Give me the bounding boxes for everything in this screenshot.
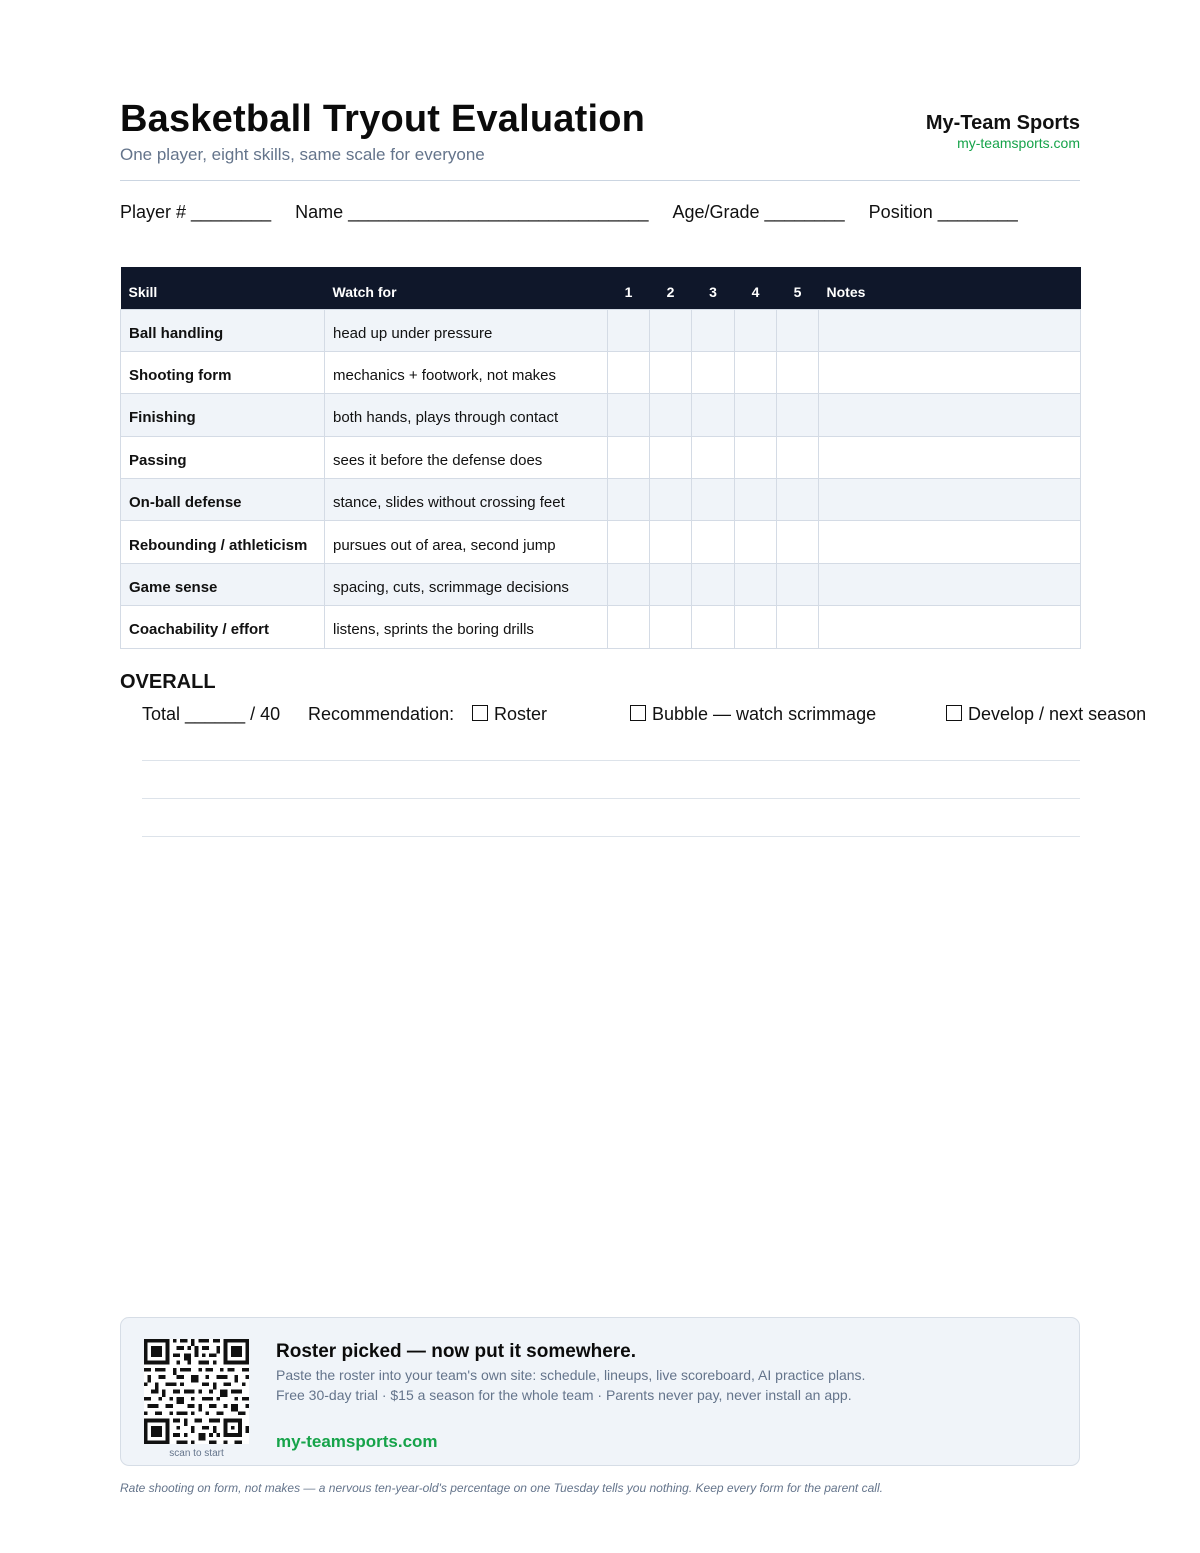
notes-cell[interactable] [819,309,1081,351]
table-row [121,394,1081,436]
score-cell-2[interactable] [650,394,692,436]
notes-cell[interactable] [819,436,1081,478]
qr-code-icon[interactable] [144,1339,249,1444]
roster-checkbox[interactable] [472,705,488,721]
score-cell-1[interactable] [608,436,650,478]
table-row [121,563,1081,605]
notes-line[interactable] [142,760,1080,761]
watch-for-text: head up under pressure [325,309,608,351]
watch-for-text: pursues out of area, second jump [325,521,608,563]
table-row [121,309,1081,351]
brand-name: My-Team Sports [925,112,1080,134]
header-score-2: 2 [650,267,692,309]
header-score-4: 4 [735,267,777,309]
table-row [121,351,1081,393]
score-cell-2[interactable] [650,521,692,563]
score-cell-4[interactable] [735,606,777,648]
watch-for-text: stance, slides without crossing feet [325,479,608,521]
age-grade-field[interactable]: Age/Grade ________ [672,202,845,222]
score-cell-5[interactable] [777,309,819,351]
watch-for-text: spacing, cuts, scrimmage decisions [325,563,608,605]
skill-name: Shooting form [121,351,325,393]
score-cell-1[interactable] [608,351,650,393]
score-cell-1[interactable] [608,563,650,605]
option-roster[interactable] [472,704,547,725]
header-watch-for: Watch for [325,267,608,309]
notes-cell[interactable] [819,606,1081,648]
score-cell-5[interactable] [777,521,819,563]
score-cell-5[interactable] [777,436,819,478]
notes-cell[interactable] [819,394,1081,436]
option-develop[interactable] [946,704,1146,725]
score-cell-3[interactable] [692,563,735,605]
score-cell-5[interactable] [777,351,819,393]
score-cell-3[interactable] [692,351,735,393]
score-cell-5[interactable] [777,479,819,521]
score-cell-1[interactable] [608,606,650,648]
watch-for-text: listens, sprints the boring drills [325,606,608,648]
score-cell-2[interactable] [650,309,692,351]
watch-for-text: both hands, plays through contact [325,394,608,436]
score-cell-2[interactable] [650,479,692,521]
score-cell-4[interactable] [735,563,777,605]
score-cell-1[interactable] [608,394,650,436]
overall-row [142,704,1182,728]
score-cell-1[interactable] [608,521,650,563]
header-notes: Notes [819,267,1081,309]
header-score-5: 5 [777,267,819,309]
player-number-field[interactable]: Player # ________ [120,202,272,222]
score-cell-3[interactable] [692,479,735,521]
table-row [121,436,1081,478]
skill-name: Rebounding / athleticism [121,521,325,563]
table-header-row [121,267,1081,309]
score-cell-2[interactable] [650,606,692,648]
skill-name: Passing [121,436,325,478]
watch-for-text: mechanics + footwork, not makes [325,351,608,393]
score-cell-4[interactable] [735,394,777,436]
score-cell-5[interactable] [777,394,819,436]
score-cell-3[interactable] [692,309,735,351]
develop-checkbox[interactable] [946,705,962,721]
skill-name: Coachability / effort [121,606,325,648]
roster-label: Roster [494,704,548,724]
page-title: Basketball Tryout Evaluation [120,98,646,140]
score-cell-3[interactable] [692,436,735,478]
option-bubble[interactable] [630,704,876,725]
position-field[interactable]: Position ________ [868,202,1018,222]
header-divider [120,180,1080,181]
score-cell-3[interactable] [692,394,735,436]
total-field[interactable]: Total ______ / 40 [142,704,281,724]
skill-name: Ball handling [121,309,325,351]
score-cell-5[interactable] [777,606,819,648]
player-info-fields [120,202,1038,223]
notes-cell[interactable] [819,563,1081,605]
score-cell-4[interactable] [735,479,777,521]
score-cell-2[interactable] [650,351,692,393]
bubble-label: Bubble — watch scrimmage [652,704,877,724]
watch-for-text: sees it before the defense does [325,436,608,478]
promo-headline: Roster picked — now put it somewhere. [276,1341,637,1362]
bubble-checkbox[interactable] [630,705,646,721]
notes-cell[interactable] [819,479,1081,521]
page-subtitle: One player, eight skills, same scale for everyone [120,145,485,164]
promo-description: Paste the roster into your team's own site: schedule, lineups, live scoreboard, AI practice plans. [276,1367,866,1383]
skill-name: Finishing [121,394,325,436]
notes-line[interactable] [142,836,1080,837]
skills-table [120,267,1081,649]
header-score-3: 3 [692,267,735,309]
header-skill: Skill [121,267,325,309]
score-cell-4[interactable] [735,521,777,563]
brand-url-link[interactable]: my-teamsports.com [957,135,1080,151]
score-cell-1[interactable] [608,479,650,521]
footer-note: Rate shooting on form, not makes — a nervous ten-year-old's percentage on one Tuesday tells you nothing. Keep every form for the parent call. [120,1481,883,1495]
score-cell-4[interactable] [735,351,777,393]
notes-line[interactable] [142,798,1080,799]
qr-caption: scan to start [169,1448,224,1459]
score-cell-4[interactable] [735,309,777,351]
score-cell-4[interactable] [735,436,777,478]
overall-heading: OVERALL [120,671,216,693]
score-cell-3[interactable] [692,521,735,563]
develop-label: Develop / next season [968,704,1147,724]
skill-name: On-ball defense [121,479,325,521]
table-row [121,606,1081,648]
recommendation-label: Recommendation: [308,704,455,724]
score-cell-3[interactable] [692,606,735,648]
score-cell-1[interactable] [608,309,650,351]
notes-cell[interactable] [819,351,1081,393]
score-cell-5[interactable] [777,563,819,605]
table-row [121,521,1081,563]
skill-name: Game sense [121,563,325,605]
promo-url-link[interactable]: my-teamsports.com [276,1432,438,1451]
table-row [121,479,1081,521]
promo-pricing: Free 30-day trial · $15 a season for the whole team · Parents never pay, never install an app. [276,1387,852,1403]
notes-cell[interactable] [819,521,1081,563]
score-cell-2[interactable] [650,436,692,478]
header-score-1: 1 [608,267,650,309]
name-field[interactable]: Name ______________________________ [295,202,649,222]
score-cell-2[interactable] [650,563,692,605]
promo-card [120,1317,1080,1466]
